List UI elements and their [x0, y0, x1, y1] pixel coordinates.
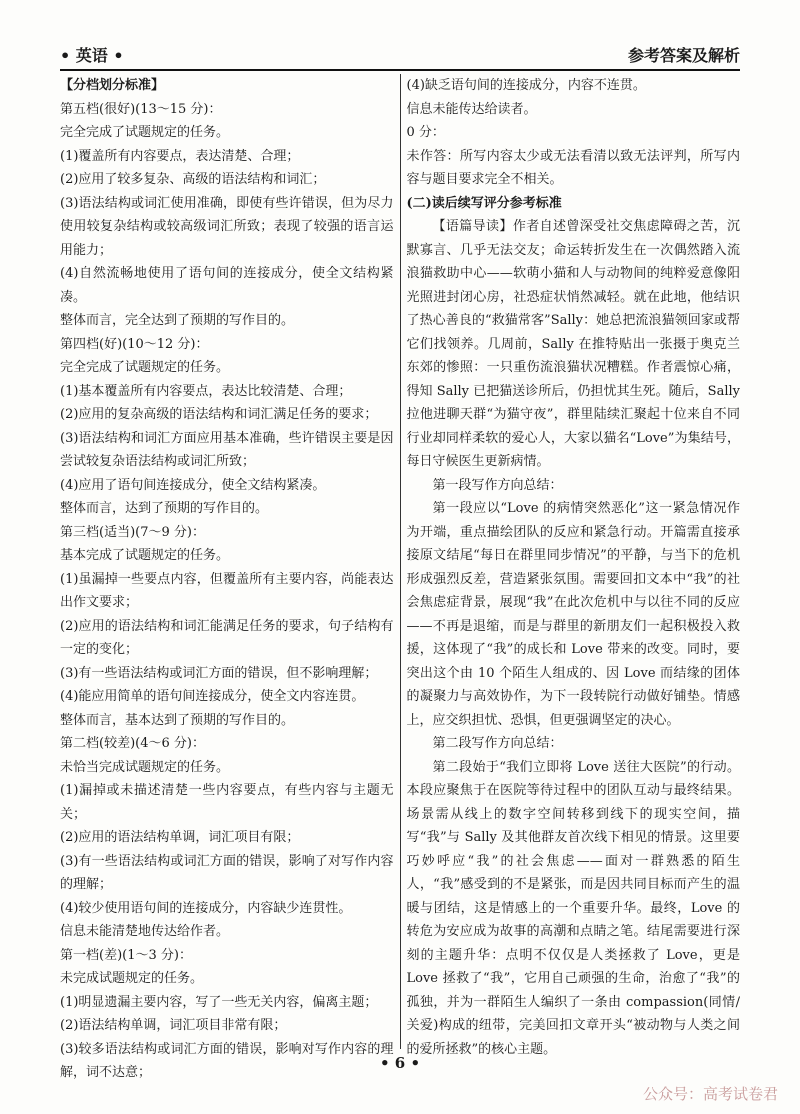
paragraph: 第一段写作方向总结：	[432, 477, 563, 493]
paragraph: 【语篇导读】作者自述曾深受社交焦虑障碍之苦，沉默寡言、几乎无法交友；命运转折发生在一次偶然踏入流浪猫救助中心——软萌小猫和人与动物间的纯粹爱意像阳光照进封闭心房，社恐症状悄然减轻。就在此地，他结识了热心善良的“救猫常客”Sally：她总把流浪猫领回家或帮它们找领养。几周前，Sally 在推特贴出一张摄于奥克兰东郊的惨照：一只重伤流浪猫状况糟糕。作者震惊心痛，得知 Sally 已把猫送诊所后，仍担忧其生死。随后，Sally 拉他进聊天群“为猫守夜”，群里陆续汇聚起十位来自不同行业却同样柔软的爱心人，大家以猫名“Love”为集结号，每日守候医生更新病情。	[406, 219, 740, 469]
paragraph: (3)较多语法结构或词汇方面的错误，影响对写作内容的理解，词不达意；	[60, 1041, 394, 1080]
paragraph: (2)语法结构单调，词汇项目非常有限；	[60, 1018, 287, 1033]
paragraph: (2)应用的语法结构单调，词汇项目有限；	[60, 830, 300, 845]
paragraph: 未完成试题规定的任务。	[60, 971, 204, 986]
paragraph: (1)明显遗漏主要内容，写了一些无关内容，偏离主题；	[60, 994, 378, 1010]
paragraph: 第三档(适当)(7～9 分)：	[60, 524, 205, 540]
paragraph: 未恰当完成试题规定的任务。	[60, 759, 230, 775]
header-subject: • 英语 •	[60, 46, 124, 65]
paragraph: (4)缺乏语句间的连接成分，内容不连贯。	[406, 78, 646, 93]
paragraph: 0 分：	[406, 125, 445, 140]
paragraph: 第五档(很好)(13～15 分)：	[60, 101, 222, 117]
paragraph: (1)覆盖所有内容要点，表达清楚、合理；	[60, 148, 300, 164]
paragraph: (二)读后续写评分参考标准	[406, 195, 562, 211]
paragraph: (2)应用了较多复杂、高级的语法结构和词汇；	[60, 172, 326, 187]
paragraph: 未作答：所写内容太少或无法看清以致无法评判，所写内容与题目要求完全不相关。	[406, 148, 740, 187]
paragraph: 第二段写作方向总结：	[432, 736, 563, 751]
paragraph: (3)有一些语法结构或词汇方面的错误，但不影响理解；	[60, 665, 378, 681]
watermark: 公众号：高考试卷君	[642, 1085, 778, 1103]
paragraph: (2)应用的语法结构和词汇能满足任务的要求，句子结构有一定的变化；	[60, 618, 394, 657]
two-column-body	[60, 74, 740, 1080]
paragraph: (4)应用了语句间连接成分，使全文结构紧凑。	[60, 477, 326, 493]
paragraph: (1)漏掉或未描述清楚一些内容要点，有些内容与主题无关；	[60, 783, 394, 822]
paragraph: (3)有一些语法结构或词汇方面的错误，影响了对写作内容的理解；	[60, 853, 394, 892]
paragraph: 第一档(差)(1～3 分)：	[60, 947, 192, 963]
paragraph: (4)自然流畅地使用了语句间的连接成分，使全文结构紧凑。	[60, 266, 394, 305]
paragraph: (3)语法结构或词汇使用准确，即使有些许错误，但为尽力使用较复杂结构或较高级词汇所致；表现了较强的语言运用能力；	[60, 195, 394, 258]
paragraph: 整体而言，基本达到了预期的写作目的。	[60, 712, 295, 728]
paragraph: (2)应用的复杂高级的语法结构和词汇满足任务的要求；	[60, 407, 378, 422]
paragraph: 【分档划分标准】	[60, 78, 165, 93]
left-column	[60, 74, 400, 1080]
paragraph: 第二档(较差)(4～6 分)：	[60, 736, 205, 751]
page-number: • 6 •	[379, 1054, 421, 1072]
paragraph: (1)基本覆盖所有内容要点，表达比较清楚、合理；	[60, 383, 352, 399]
paragraph: 第四档(好)(10～12 分)：	[60, 336, 209, 352]
paragraph: 整体而言，达到了预期的写作目的。	[60, 501, 269, 516]
right-column	[400, 74, 741, 1057]
paragraph: 第二段始于“我们立即将 Love 送往大医院”的行动。本段应聚焦于在医院等待过程中的团队互动与最终结果。场景需从线上的数字空间转移到线下的现实空间，描写“我”与 Sally 及其他群友首次线下相见的情景。这里要巧妙呼应“我”的社会焦虑——面对一群熟悉的陌生人，“我”感受到的不是紧张，而是因共同目标而产生的温暖与团结，这是情感上的一个重要升华。最终，Love 的转危为安应成为故事的高潮和点睛之笔。结尾需要进行深刻的主题升华：点明不仅仅是人类拯救了 Love，更是 Love 拯救了“我”，它用自己顽强的生命，治愈了“我”的孤独，并为一群陌生人编织了一条由 compassion(同情/关爱)构成的纽带，完美回扣文章开头“被动物与人类之间的爱所拯救”的核心主题。	[406, 759, 740, 1057]
header-section-title: 参考答案及解析	[627, 46, 740, 65]
paragraph: (4)能应用简单的语句间连接成分，使全文内容连贯。	[60, 689, 365, 704]
paragraph: (3)语法结构和词汇方面应用基本准确，些许错误主要是因尝试较复杂语法结构或词汇所致；	[60, 430, 394, 469]
header-rule	[60, 69, 740, 71]
paragraph: 完全完成了试题规定的任务。	[60, 125, 230, 140]
paragraph: 第一段应以“Love 的病情突然恶化”这一紧急情况作为开端，重点描绘团队的反应和紧急行动。开篇需直接承接原文结尾“每日在群里同步情况”的平静，与当下的危机形成强烈反差，营造紧张氛围。需要回扣文本中“我”的社会焦虑症背景，展现“我”在此次危机中与以往不同的反应——不再是退缩，而是与群里的新朋友们一起积极投入救援，这体现了“我”的成长和 Love 带来的改变。同时，要突出这个由 10 个陌生人组成的、因 Love 而结缘的团体的凝聚力与高效协作，为下一段转院行动做好铺垫。情感上，应交织担忧、恐惧，但更强调坚定的决心。	[406, 501, 740, 728]
paragraph: 基本完成了试题规定的任务。	[60, 548, 230, 563]
paragraph: 信息未能清楚地传达给作者。	[60, 924, 230, 939]
paragraph: 完全完成了试题规定的任务。	[60, 360, 230, 375]
paragraph: (4)较少使用语句间的连接成分，内容缺少连贯性。	[60, 900, 352, 916]
paragraph: 整体而言，完全达到了预期的写作目的。	[60, 313, 295, 328]
paragraph: 信息未能传达给读者。	[406, 101, 537, 117]
page-header	[60, 40, 740, 66]
paragraph: (1)虽漏掉一些要点内容，但覆盖所有主要内容，尚能表达出作文要求；	[60, 571, 394, 610]
